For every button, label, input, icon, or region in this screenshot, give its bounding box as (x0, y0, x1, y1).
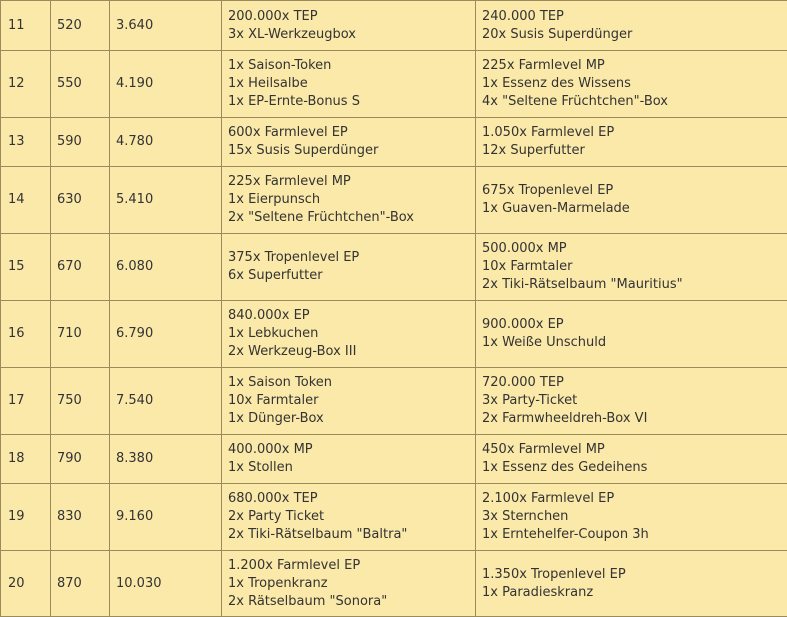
points-cell: 710 (51, 301, 110, 368)
reward-item: 2x Tiki-Rätselbaum "Baltra" (228, 526, 469, 544)
reward-item: 200.000x TEP (228, 8, 469, 26)
reward-item: 600x Farmlevel EP (228, 124, 469, 142)
reward-cell-1 (222, 118, 476, 167)
points-cell: 550 (51, 51, 110, 118)
level-number-cell: 19 (1, 484, 51, 551)
reward-item: 1x Paradieskranz (482, 584, 781, 602)
reward-cell-1 (222, 1, 476, 51)
reward-cell-2 (476, 1, 787, 51)
reward-item: 1x Weiße Unschuld (482, 334, 781, 352)
reward-cell-1 (222, 551, 476, 617)
points-cell: 750 (51, 368, 110, 435)
level-number-cell: 14 (1, 167, 51, 234)
reward-cell-2 (476, 118, 787, 167)
points-cell: 790 (51, 435, 110, 484)
total-points-cell: 8.380 (110, 435, 222, 484)
total-points-cell: 3.640 (110, 1, 222, 51)
reward-item: 1x Essenz des Wissens (482, 75, 781, 93)
reward-item: 2x Tiki-Rätselbaum "Mauritius" (482, 276, 781, 294)
points-cell: 830 (51, 484, 110, 551)
table-row (1, 484, 787, 551)
table-row (1, 551, 787, 617)
reward-item: 225x Farmlevel MP (228, 173, 469, 191)
level-number-cell: 18 (1, 435, 51, 484)
reward-item: 1x Eierpunsch (228, 191, 469, 209)
table-row (1, 234, 787, 301)
reward-cell-2 (476, 167, 787, 234)
reward-cell-1 (222, 167, 476, 234)
total-points-cell: 9.160 (110, 484, 222, 551)
reward-item: 675x Tropenlevel EP (482, 182, 781, 200)
total-points-cell: 5.410 (110, 167, 222, 234)
reward-item: 1x Heilsalbe (228, 75, 469, 93)
table-row (1, 1, 787, 51)
reward-item: 1x Saison Token (228, 374, 469, 392)
reward-item: 12x Superfutter (482, 142, 781, 160)
reward-item: 240.000 TEP (482, 8, 781, 26)
reward-cell-2 (476, 234, 787, 301)
reward-item: 2x Farmwheeldreh-Box VI (482, 410, 781, 428)
reward-cell-1 (222, 368, 476, 435)
reward-item: 2.100x Farmlevel EP (482, 490, 781, 508)
reward-item: 1x Dünger-Box (228, 410, 469, 428)
reward-cell-2 (476, 51, 787, 118)
table-row (1, 51, 787, 118)
reward-cell-1 (222, 435, 476, 484)
total-points-cell: 10.030 (110, 551, 222, 617)
reward-item: 840.000x EP (228, 307, 469, 325)
total-points-cell: 4.780 (110, 118, 222, 167)
table-row (1, 118, 787, 167)
reward-cell-2 (476, 484, 787, 551)
total-points-cell: 4.190 (110, 51, 222, 118)
reward-item: 1x Guaven-Marmelade (482, 200, 781, 218)
reward-item: 450x Farmlevel MP (482, 441, 781, 459)
reward-cell-2 (476, 435, 787, 484)
reward-cell-1 (222, 301, 476, 368)
reward-item: 1.350x Tropenlevel EP (482, 566, 781, 584)
reward-item: 680.000x TEP (228, 490, 469, 508)
table-row (1, 368, 787, 435)
table-row (1, 435, 787, 484)
reward-item: 2x Werkzeug-Box III (228, 343, 469, 361)
rewards-table-body (1, 1, 787, 617)
reward-cell-2 (476, 301, 787, 368)
reward-item: 1x Lebkuchen (228, 325, 469, 343)
reward-item: 1x Tropenkranz (228, 575, 469, 593)
reward-item: 225x Farmlevel MP (482, 57, 781, 75)
reward-item: 1x Erntehelfer-Coupon 3h (482, 526, 781, 544)
reward-item: 2x Party Ticket (228, 508, 469, 526)
reward-item: 10x Farmtaler (228, 392, 469, 410)
reward-item: 2x "Seltene Früchtchen"-Box (228, 209, 469, 227)
table-row (1, 301, 787, 368)
level-number-cell: 13 (1, 118, 51, 167)
reward-cell-1 (222, 234, 476, 301)
total-points-cell: 7.540 (110, 368, 222, 435)
reward-item: 1x Stollen (228, 459, 469, 477)
reward-item: 1.200x Farmlevel EP (228, 557, 469, 575)
total-points-cell: 6.790 (110, 301, 222, 368)
reward-cell-1 (222, 51, 476, 118)
points-cell: 670 (51, 234, 110, 301)
reward-item: 1x Essenz des Gedeihens (482, 459, 781, 477)
level-number-cell: 15 (1, 234, 51, 301)
reward-cell-1 (222, 484, 476, 551)
level-number-cell: 20 (1, 551, 51, 617)
level-number-cell: 16 (1, 301, 51, 368)
points-cell: 870 (51, 551, 110, 617)
reward-item: 4x "Seltene Früchtchen"-Box (482, 93, 781, 111)
reward-cell-2 (476, 368, 787, 435)
points-cell: 590 (51, 118, 110, 167)
reward-item: 3x Sternchen (482, 508, 781, 526)
reward-item: 400.000x MP (228, 441, 469, 459)
reward-item: 500.000x MP (482, 240, 781, 258)
level-number-cell: 12 (1, 51, 51, 118)
reward-item: 1.050x Farmlevel EP (482, 124, 781, 142)
total-points-cell: 6.080 (110, 234, 222, 301)
points-cell: 520 (51, 1, 110, 51)
reward-item: 1x EP-Ernte-Bonus S (228, 93, 469, 111)
reward-item: 15x Susis Superdünger (228, 142, 469, 160)
reward-item: 900.000x EP (482, 316, 781, 334)
level-number-cell: 11 (1, 1, 51, 51)
reward-item: 375x Tropenlevel EP (228, 249, 469, 267)
reward-item: 720.000 TEP (482, 374, 781, 392)
table-row (1, 167, 787, 234)
points-cell: 630 (51, 167, 110, 234)
reward-item: 6x Superfutter (228, 267, 469, 285)
reward-item: 2x Rätselbaum "Sonora" (228, 593, 469, 611)
reward-item: 1x Saison-Token (228, 57, 469, 75)
reward-item: 20x Susis Superdünger (482, 26, 781, 44)
reward-cell-2 (476, 551, 787, 617)
reward-item: 3x XL-Werkzeugbox (228, 26, 469, 44)
reward-item: 10x Farmtaler (482, 258, 781, 276)
level-number-cell: 17 (1, 368, 51, 435)
reward-item: 3x Party-Ticket (482, 392, 781, 410)
